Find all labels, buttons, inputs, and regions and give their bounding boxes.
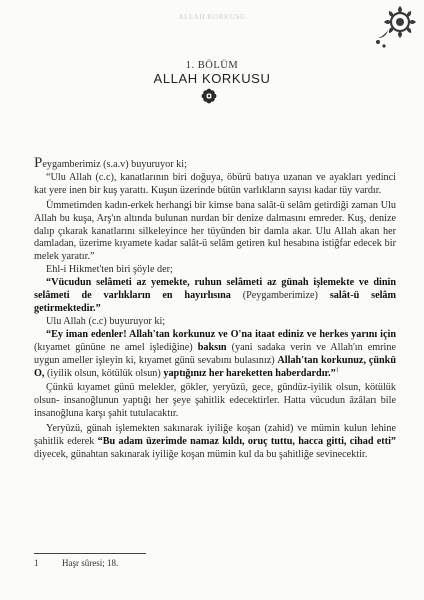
footnote-number: 1 <box>34 558 39 568</box>
flower-ornament-icon <box>201 88 217 104</box>
paragraph-text: (yani sadaka verin ve Allah'ın emrine uygun ameller işleyin ki, kıyamet günü sevabını bulasınız) <box>34 341 396 366</box>
paragraph-text: Yeryüzü, günah işlemekten sakınarak iyiliğe koşan (zahid) ve mümin kulun lehine şahitlik ederek <box>34 423 396 448</box>
paragraph-text: diyecek, günahtan sakınarak iyiliğe koşan mümin kul da bu şahitliğe sevinecektir. <box>34 448 368 460</box>
paragraph: Çünkü kıyamet günü melekler, gökler, yeryüzü, gece, gündüz-iyilik olsun, kötülük olsun- insanoğlunun yaptığı her şeye şahitlik edecektirler. Hatta vücudun âzâları bile insanoğluna karşı şahit tutulacaktır. <box>34 382 396 420</box>
paragraph: “Ulu Allah (c.c), kanatlarının biri doğuya, öbürü batıya uzanan ve ayakları yedinci kat yere inen bir kuş yarattı. Kuşun üzerinde bütün varlıkların sayısı kadar tüy vardır. <box>34 171 396 196</box>
initial-letter: P <box>34 155 43 171</box>
paragraph-text: eygamberimiz (s.a.v) buyuruyor ki; <box>42 159 187 170</box>
bold-quote: “Bu adam üzerimde namaz kıldı, oruç tuttu, hacca gitti, cihad etti” <box>97 436 396 448</box>
bold-quote: baksın <box>197 341 227 353</box>
bold-quote: Allah'tan korkunuz, çünkü O, <box>34 354 396 379</box>
main-text <box>34 157 396 462</box>
footnote-text: Haşr sûresi; 18. <box>62 558 119 568</box>
paragraph <box>34 423 396 462</box>
paragraph: Ehl-i Hikmet'ten biri şöyle der; <box>46 264 173 276</box>
floral-ornament-icon <box>370 2 418 50</box>
bold-quote: yaptığınız her hareketten haberdardır.” <box>163 367 336 379</box>
bold-quote: salât-ü selâm getirmektedir.” <box>34 290 396 314</box>
bold-quote: “Ey iman edenler! Allah'tan korkunuz ve O'na itaat ediniz ve herkes yarını için <box>46 328 396 340</box>
paragraph <box>34 329 396 381</box>
footnote-reference[interactable]: 1 <box>335 367 339 374</box>
paragraph-text: (Peygamberimize) <box>242 290 318 302</box>
bold-quote: “Vücudun selâmeti az yemekte, ruhun selâmeti az günah işlemekte ve dinin selâmeti de varlıkların en hayırlısına <box>34 277 396 302</box>
paragraph <box>34 157 396 172</box>
paragraph: Ümmetimden kadın-erkek herhangi bir kimse bana salât-ü selâm getirdiği zaman Ulu Allah bu kuşa, Arş'ın altında bulunan nurdan bir denize dalmasını emreder. Kuş, denize dalıp çıkarak kanatlarını silkeleyince her tüyünden bir damla akar. Ulu Allah akan her damladan, üzerime kıyamete kadar salât-ü selâm getiren kul hesabına istiğfar edecek bir melek yaratır.” <box>34 199 396 263</box>
paragraph <box>34 277 396 316</box>
chapter-number: 1. BÖLÜM <box>185 60 239 71</box>
footnote <box>34 558 118 568</box>
running-head: ALLAH KORKUSU <box>178 13 246 21</box>
paragraph: Ulu Allah (c.c) buyuruyor ki; <box>46 315 166 327</box>
paragraph-text: (iyilik olsun, kötülük olsun) <box>47 367 161 379</box>
chapter-title: ALLAH KORKUSU <box>153 71 271 86</box>
footnote-divider <box>34 553 146 554</box>
paragraph-text: (kıyamet gününe ne amel işlediğine) <box>34 341 193 353</box>
